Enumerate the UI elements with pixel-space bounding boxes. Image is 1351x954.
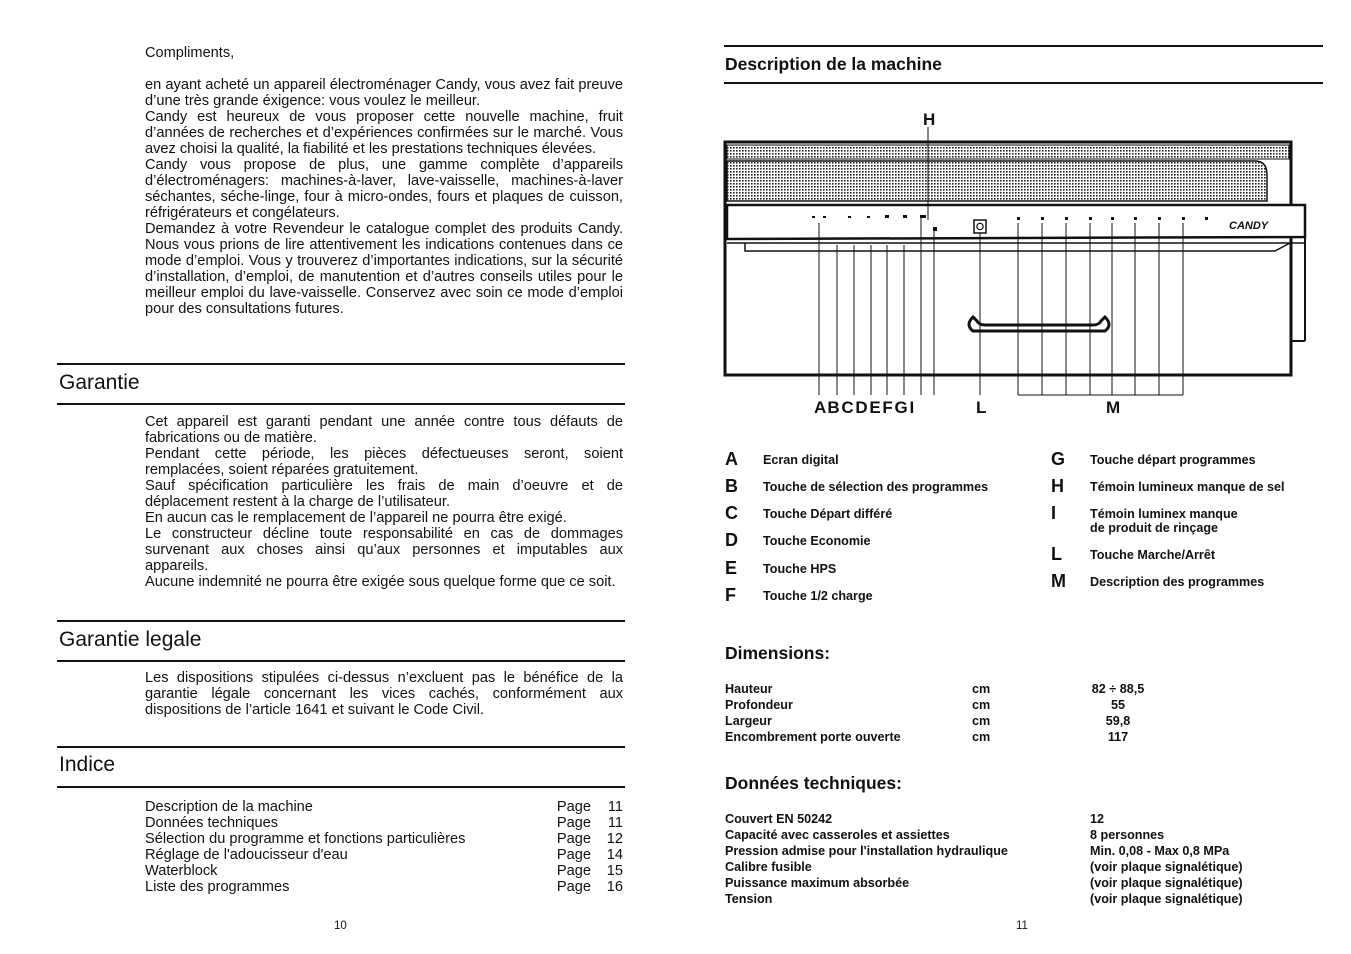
intro-paragraph: Demandez à votre Revendeur le catalogue complet des produits Candy. Nous vous prions de lire attentivement les indications contenues dans ce mode d’emploi. Vous y trouverez d’importantes indications, sur la sécurité d’installation, d’emploi, de manutention et d’autres conseils utiles pour le meilleur emploi du lave-vaisselle. Conservez avec soin ce mode d’emploi pour des consultations futures.: [145, 221, 623, 317]
donnees-labels: [725, 811, 1008, 907]
control-panel: [727, 205, 1305, 239]
garantie-paragraph: En aucun cas le remplacement de l’appareil ne pourra être exigé.: [145, 510, 567, 526]
dimension-label: Encombrement porte ouverte: [725, 730, 901, 744]
garantie-text: [145, 414, 623, 590]
dimension-label: Largeur: [725, 714, 772, 728]
textured-panel: [727, 161, 1267, 201]
toc-entry-title: Waterblock: [145, 863, 218, 879]
dimensions-units: [972, 681, 990, 745]
garantie-paragraph: Aucune indemnité ne pourra être exigée sous quelque forme que ce soit.: [145, 574, 616, 590]
garantie-title: Garantie: [59, 371, 140, 394]
legend-text: Témoin luminex manque: [1090, 507, 1238, 521]
garantie-paragraph: Pendant cette période, les pièces défectueuses seront, soient remplacées, soient réparées gratuitement.: [145, 446, 623, 478]
legend-text: Ecran digital: [763, 453, 839, 467]
dimension-unit: cm: [972, 714, 991, 728]
toc-entry[interactable]: [145, 879, 623, 895]
donnee-value: Min. 0,08 - Max 0,8 MPa: [1090, 844, 1230, 858]
toc-page-number: 11: [607, 799, 623, 815]
garantie-legale-rule-top: [57, 620, 625, 622]
toc-page-word: Page: [556, 815, 591, 831]
donnee-label: Capacité avec casseroles et assiettes: [725, 828, 950, 842]
diagram-label-m: M: [1106, 398, 1121, 417]
legend-text: Touche 1/2 charge: [763, 589, 873, 603]
donnees-title: Données techniques:: [725, 773, 902, 793]
legend-letter: H: [1051, 476, 1064, 496]
dimension-value: 55: [1110, 698, 1125, 712]
toc-entry-title: Description de la machine: [145, 799, 313, 815]
garantie-paragraph: Sauf spécification particulière les frais de main d’oeuvre et de déplacement restent à la charge de l’utilisateur.: [145, 478, 623, 510]
legend-letter: L: [1051, 544, 1062, 564]
page-number-left: 10: [334, 920, 347, 932]
diagram-labels-bottom: A B C D E F G I: [814, 398, 913, 417]
diagram-label-h: H: [923, 110, 936, 129]
dishwasher-diagram: [715, 105, 1315, 425]
page-number-right: 11: [1016, 920, 1028, 932]
toc-page-number: 14: [606, 847, 623, 863]
dimension-unit: cm: [972, 698, 991, 712]
donnee-value: (voir plaque signalétique): [1090, 860, 1243, 874]
description-rule-bottom: [724, 82, 1323, 84]
dimension-label: Profondeur: [725, 698, 793, 712]
legend-letter: D: [725, 530, 738, 550]
legend-letter: B: [725, 476, 738, 496]
intro-paragraph: Candy vous propose de plus, une gamme complète d’appareils d’électroménagers: machines-à-laver, lave-vaisselle, machines-à-laver séchantes, séche-linge, four à micro-ondes, fours et plaques de cuisson, réfrigérateurs et congélateurs.: [145, 157, 623, 221]
toc-page-word: Page: [556, 847, 591, 863]
donnee-value: (voir plaque signalétique): [1090, 892, 1243, 906]
toc-page-word: Page: [556, 831, 591, 847]
door-handle: [969, 317, 1109, 331]
legend-text: Description des programmes: [1090, 575, 1265, 589]
dimension-unit: cm: [972, 682, 991, 696]
worktop-band: [727, 145, 1289, 159]
garantie-rule-top: [57, 363, 625, 365]
legend-letter: G: [1051, 449, 1066, 469]
garantie-legale-paragraph: Les dispositions stipulées ci-dessus n’excluent pas le bénéfice de la garantie légale concernant les vices cachés, conformément aux dispositions de l’article 1641 et suivant le Code Civil.: [145, 670, 623, 718]
toc-entry[interactable]: [145, 863, 623, 879]
dimensions-labels: [725, 681, 901, 745]
dimension-value: 59,8: [1105, 714, 1131, 728]
indice-rule-top: [57, 746, 625, 748]
toc-entry[interactable]: [145, 847, 623, 863]
legend-text: Touche Marche/Arrêt: [1090, 548, 1216, 562]
garantie-legale-title: Garantie legale: [59, 628, 202, 651]
garantie-paragraph: Cet appareil est garanti pendant une année contre tous défauts de fabrications ou de matière.: [145, 414, 623, 446]
toc-entry[interactable]: [145, 815, 623, 831]
donnee-label: Puissance maximum absorbée: [725, 876, 910, 890]
dimension-unit: cm: [972, 730, 991, 744]
legend-text: Touche Départ différé: [763, 507, 893, 521]
donnees-values: [1090, 811, 1243, 907]
toc-page-word: Page: [556, 863, 591, 879]
intro-text: [145, 77, 623, 317]
intro-greeting: Compliments,: [145, 45, 235, 61]
donnee-value: 12: [1090, 812, 1105, 826]
toc-entry-title: Données techniques: [145, 815, 279, 831]
garantie-legale-rule-bottom: [57, 660, 625, 662]
dimension-value: 117: [1107, 730, 1129, 744]
legend-letter: I: [1051, 503, 1057, 523]
dimensions-values: [1090, 681, 1146, 745]
garantie-rule-bottom: [57, 403, 625, 405]
toc-entry-title: Sélection du programme et fonctions particulières: [145, 831, 466, 847]
toc-entry[interactable]: [145, 799, 623, 815]
toc-page-number: 16: [606, 879, 623, 895]
dimension-value: 82 ÷ 88,5: [1091, 682, 1145, 696]
indice-rule-bottom: [57, 786, 625, 788]
donnee-label: Couvert EN 50242: [725, 812, 833, 826]
diagram-label-l: L: [976, 398, 987, 417]
garantie-paragraph: Le constructeur décline toute responsabilité en cas de dommages survenant aux choses ainsi qu’aux personnes et imputables aux appareils.: [145, 526, 623, 574]
legend-text-line2: de produit de rinçage: [1090, 521, 1219, 535]
toc-page-number: 15: [606, 863, 623, 879]
description-rule-top: [724, 45, 1323, 47]
toc-page-number: 11: [607, 815, 623, 831]
intro-paragraph: Candy est heureux de vous proposer cette nouvelle machine, fruit d’années de recherches et d’expériences confirmées sur le marché. Vous avez choisi la qualité, la fiabilité et les prestations techniques élevées.: [145, 109, 623, 157]
intro-paragraph: en ayant acheté un appareil électroménager Candy, vous avez fait preuve d’une très grande éxigence: vous voulez le meilleur.: [145, 77, 623, 109]
legend-text: Touche de sélection des programmes: [763, 480, 989, 494]
legend-text: Touche Economie: [763, 534, 871, 548]
toc-page-word: Page: [556, 879, 591, 895]
donnee-label: Calibre fusible: [725, 860, 812, 874]
legend-text: Touche départ programmes: [1090, 453, 1256, 467]
toc-entry-title: Réglage de l'adoucisseur d'eau: [145, 847, 348, 863]
garantie-legale-text: [145, 670, 623, 718]
legend-letter: A: [725, 449, 738, 469]
donnee-label: Tension: [725, 892, 773, 906]
toc-page-number: 12: [606, 831, 623, 847]
toc-entry-title: Liste des programmes: [145, 879, 290, 895]
indice-title: Indice: [59, 753, 116, 776]
toc-entry[interactable]: [145, 831, 623, 847]
legend-letter: F: [725, 585, 736, 605]
candy-logo: CANDY: [1229, 220, 1269, 232]
toc-page-word: Page: [556, 799, 591, 815]
legend-letter: E: [725, 558, 738, 578]
legend-text: Témoin lumineux manque de sel: [1090, 480, 1285, 494]
donnee-value: (voir plaque signalétique): [1090, 876, 1243, 890]
legend-letter: M: [1051, 571, 1066, 591]
description-title: Description de la machine: [725, 54, 942, 74]
dimension-label: Hauteur: [725, 682, 773, 696]
legend-letter: C: [725, 503, 738, 523]
donnee-value: 8 personnes: [1090, 828, 1165, 842]
dimensions-title: Dimensions:: [725, 643, 831, 663]
legend-text: Touche HPS: [763, 562, 837, 576]
donnee-label: Pression admise pour l'installation hydraulique: [725, 844, 1008, 858]
